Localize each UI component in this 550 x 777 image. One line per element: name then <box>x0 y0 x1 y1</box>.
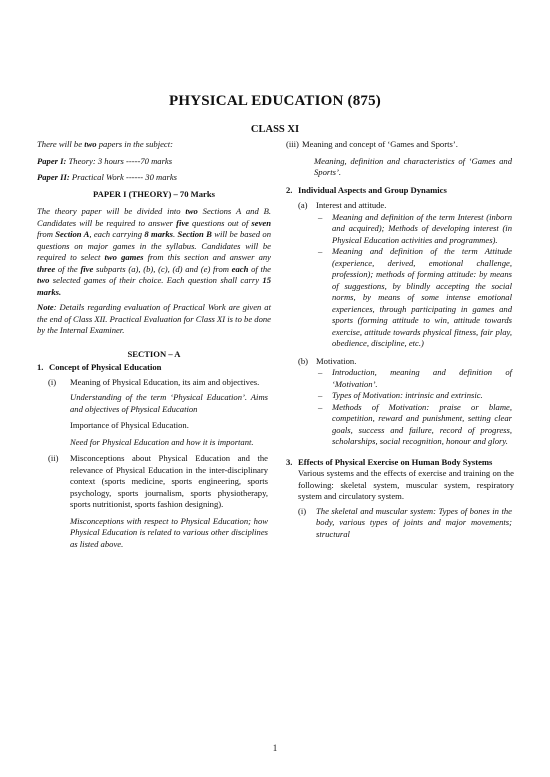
paragraph-run: Section B <box>177 229 212 239</box>
paragraph-run: each <box>231 263 249 274</box>
paragraph-run: seven <box>251 217 271 228</box>
paragraph-run: from this section and answer any <box>143 252 271 262</box>
item-b-bullet-1 <box>316 367 512 390</box>
paragraph-run: The theory paper will be divided into <box>37 206 186 216</box>
paper1-text: Theory: 3 hours -----70 marks <box>66 155 173 166</box>
paragraph-run: five <box>80 263 94 274</box>
theory-paper-paragraph <box>37 206 271 298</box>
item-skeletal <box>286 506 514 541</box>
item-ii-text: Misconceptions about Physical Education and the relevance of Physical Education in the inter-disciplinary context (sports medicine, sports engineering, sports psychology, sports journalism, sports physiotherapy, sports nutritionist, sports fashion designing). <box>70 453 268 509</box>
item-iii-number: (iii) <box>286 139 299 149</box>
topic-1-number: 1. <box>37 362 44 372</box>
item-a-number: (a) <box>298 200 308 210</box>
item-i-number: (i) <box>48 376 57 387</box>
item-iii-description: Meaning, definition and characteristics of ‘Games and Sports’. <box>314 155 512 177</box>
topic-1-title: Concept of Physical Education <box>49 362 162 372</box>
paragraph-run: of the <box>55 263 81 274</box>
paragraph-run: five <box>176 217 189 228</box>
topic-2-title: Individual Aspects and Group Dynamics <box>298 184 447 195</box>
paper1-line <box>37 156 271 168</box>
item-b-bullet-3-text: Methods of Motivation: praise or blame, competition, reward and punishment, setting clear goals, success and failure, record of progress, scholarships, social recognition, honour and glory. <box>332 401 512 446</box>
item-i <box>37 377 271 454</box>
dash-bullet: – <box>318 390 323 400</box>
item-b-number: (b) <box>298 355 309 366</box>
intro-emphasis: two <box>84 139 97 149</box>
dash-bullet: – <box>318 401 323 412</box>
paragraph-run: two games <box>104 252 144 262</box>
item-i-description: Understanding of the term ‘Physical Education’. Aims and objectives of Physical Education <box>70 392 268 414</box>
dash-bullet: – <box>318 367 323 377</box>
topic-2-number: 2. <box>286 184 293 195</box>
item-b-bullet-2 <box>316 390 512 402</box>
item-b-bullet-3 <box>316 402 512 448</box>
topic-3-number: 3. <box>286 456 293 467</box>
item-iii <box>286 139 514 185</box>
item-a-text: Interest and attitude. <box>316 200 387 210</box>
left-column <box>37 139 271 550</box>
paragraph-run: will be based on questions on major games in the syllabus. Candidates will be required to select <box>37 229 272 262</box>
item-b-bullet-2-text: Types of Motivation: intrinsic and extrinsic. <box>332 390 483 400</box>
item-i-text: Meaning of Physical Education, its aim and objectives. <box>70 376 260 387</box>
item-i-text-2: Importance of Physical Education. <box>70 420 189 430</box>
topic-2-heading <box>286 185 514 197</box>
item-a-bullet-1 <box>316 212 512 247</box>
paragraph-run: two <box>37 275 50 285</box>
item-b <box>286 356 514 457</box>
intro-line <box>37 139 271 151</box>
paper2-text: Practical Work ------ 30 marks <box>69 172 178 182</box>
item-a-bullet-2 <box>316 246 512 350</box>
dash-bullet: – <box>318 246 323 256</box>
topic-3-title: Effects of Physical Exercise on Human Body Systems <box>298 456 493 467</box>
paragraph-run: Sections A and B. Candidates will be required to answer <box>37 206 271 228</box>
page-title: PHYSICAL EDUCATION (875) <box>168 93 382 109</box>
right-column <box>286 139 514 540</box>
item-iii-text: Meaning and concept of ‘Games and Sports’. <box>302 139 458 149</box>
paragraph-run: . <box>173 229 178 239</box>
item-skeletal-number: (i) <box>298 505 307 516</box>
page-number: 1 <box>272 743 278 753</box>
paper1-label: Paper I: <box>37 155 67 166</box>
paragraph-run: questions out of <box>188 217 252 228</box>
intro-text: There will be <box>37 139 85 149</box>
dash-bullet: – <box>318 211 323 222</box>
paper-heading: PAPER I (THEORY) – 70 Marks <box>93 188 215 199</box>
paragraph-run: selected games of their choice. Each question shall carry <box>49 275 263 285</box>
item-a <box>286 200 514 356</box>
class-heading: CLASS XI <box>250 124 300 135</box>
item-ii-description: Misconceptions with respect to Physical Education; how Physical Education is related to various other disciplines as listed above. <box>70 515 268 549</box>
paragraph-run: two <box>185 206 198 216</box>
paragraph-run: of the <box>248 263 271 274</box>
topic-3-heading <box>286 457 514 469</box>
note-text: : Details regarding evaluation of Practical Work are given at the end of Class XII. Practical Evaluation for Class XI is to be done by the Internal Examiner. <box>37 302 271 335</box>
item-b-bullet-1-text: Introduction, meaning and definition of ‘Motivation’. <box>332 367 512 389</box>
paragraph-run: Section A <box>55 229 90 239</box>
section-a-heading: SECTION – A <box>127 348 181 359</box>
paper2-label: Paper II: <box>37 172 70 182</box>
item-a-bullet-1-text: Meaning and definition of the term Interest (inborn and acquired); Methods of developing interest (in Physical Education activities and programmes). <box>332 211 512 245</box>
paragraph-run: from <box>37 229 56 239</box>
topic-1-heading <box>37 362 271 374</box>
item-ii-number: (ii) <box>48 453 59 463</box>
item-i-description-2: Need for Physical Education and how it is important. <box>70 436 254 447</box>
paragraph-run: 8 marks <box>144 229 174 239</box>
item-skeletal-text: The skeletal and muscular system: Types of bones in the body, various types of joints and major movements; structural <box>316 505 512 539</box>
paragraph-run: subparts (a), (b), (c), (d) and (e) from <box>93 263 232 274</box>
paragraph-run: three <box>37 263 56 274</box>
item-ii <box>37 453 271 550</box>
note-label: Note <box>37 302 54 312</box>
item-a-bullet-2-text: Meaning and definition of the term Attitude (experience, derived, emotional challenge, profession); methods of forming attitude: by means of suggestions, by blindly accepting the social norms, by means of some intense emotional experiences, through participating in games and sports (forming attitude to win, attitude towards exercise, attitude towards physical fitness, fair play, obedience, discipline, etc.) <box>332 246 512 348</box>
note-paragraph <box>37 302 271 337</box>
paragraph-run: , each carrying <box>89 229 145 239</box>
item-b-text: Motivation. <box>316 355 357 366</box>
paragraph-run: 15 marks. <box>37 275 271 297</box>
intro-text-end: papers in the subject: <box>96 139 173 149</box>
topic-3-paragraph: Various systems and the effects of exercise and training on the following: skeletal system, muscular system, respiratory system and circulatory system. <box>298 468 514 501</box>
paper2-line <box>37 172 271 184</box>
